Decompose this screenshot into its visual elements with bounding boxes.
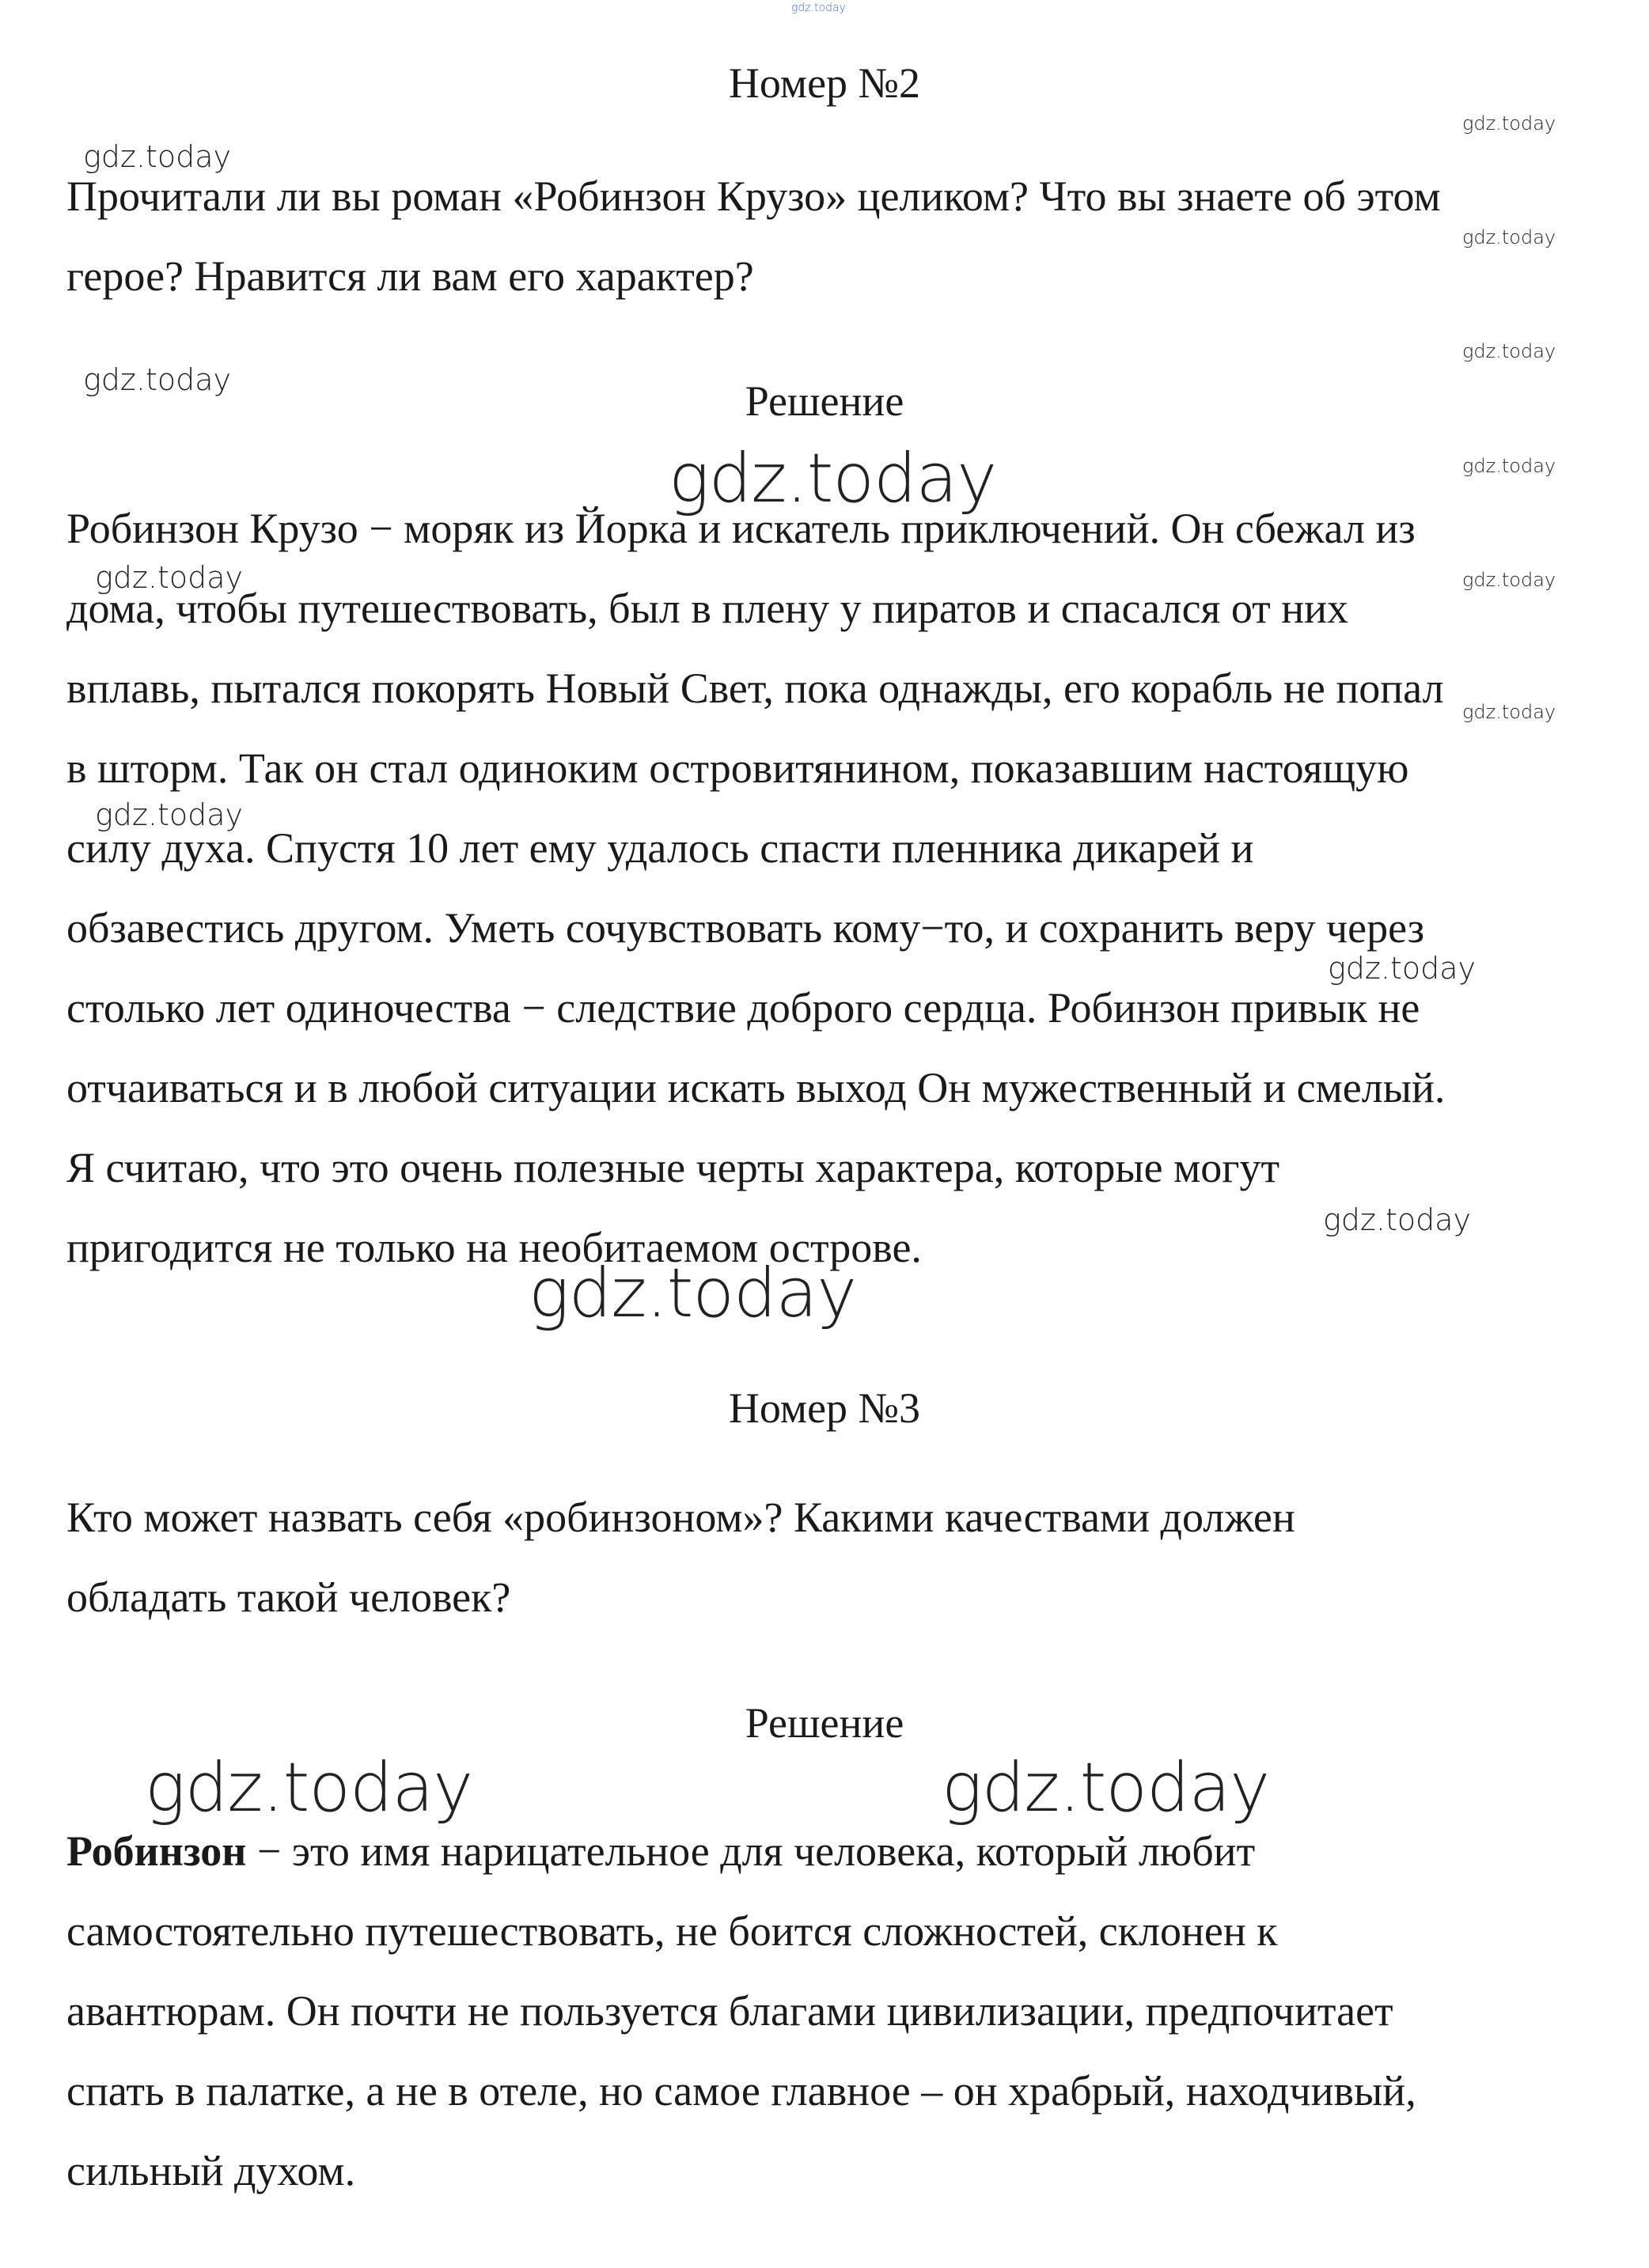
watermark: gdz.today [1462,455,1556,477]
task2-answer-line: обзавестись другом. Уметь сочувствовать кому−то, и сохранить веру через [66,904,1425,952]
task2-answer-line: Робинзон Крузо − моряк из Йорка и искатель приключений. Он сбежал из [66,505,1416,552]
watermark: gdz.today [1328,951,1476,986]
task2-answer-line: в шторм. Так он стал одиноким островитянином, показавшим настоящую [66,744,1409,792]
watermark: gdz.today [1462,226,1556,248]
watermark: gdz.today [95,797,243,832]
task3-question-line: обладать такой человек? [66,1573,511,1621]
task3-answer-line-rest: − это имя нарицательное для человека, который любит [246,1827,1256,1875]
watermark: gdz.today [791,2,846,14]
task2-question-line: Прочитали ли вы роман «Робинзон Крузо» целиком? Что вы знаете об этом [66,172,1441,220]
task3-title: Номер №3 [728,1384,921,1432]
task3-question [66,1478,1617,1638]
task2-answer-line: столько лет одиночества − следствие доброго сердца. Робинзон привык не [66,984,1420,1032]
watermark: gdz.today [145,1748,473,1827]
task2-solution-label: Решение [745,377,904,425]
task2-answer-line: силу духа. Спустя 10 лет ему удалось спасти пленника дикарей и [66,824,1254,872]
task2-answer-line: отчаиваться и в любой ситуации искать выход Он мужественный и смелый. [66,1064,1446,1111]
task3-question-line: Кто может назвать себя «робинзоном»? Какими качествами должен [66,1494,1295,1541]
watermark: gdz.today [95,560,243,595]
task3-answer-line: авантюрам. Он почти не пользуется благами цивилизации, предпочитает [66,1987,1393,2035]
watermark: gdz.today [1323,1202,1471,1237]
term-robinson: Робинзон [66,1827,247,1875]
task2-question-line: герое? Нравится ли вам его характер? [66,252,754,300]
task3-answer [66,1812,1617,2211]
watermark: gdz.today [1462,112,1556,134]
task3-answer-line: самостоятельно путешествовать, не боится сложностей, склонен к [66,1907,1278,1955]
task3-answer-line: спать в палатке, а не в отеле, но самое главное – он храбрый, находчивый, [66,2067,1416,2115]
task3-solution-label: Решение [745,1699,904,1747]
task2-answer-line: вплавь, пытался покорять Новый Свет, пока однажды, его корабль не попал [66,664,1444,712]
watermark: gdz.today [529,1254,857,1333]
watermark: gdz.today [1462,701,1556,723]
task2-answer-line: Я считаю, что это очень полезные черты характера, которые могут [66,1144,1280,1191]
watermark: gdz.today [942,1748,1270,1827]
watermark: gdz.today [1462,340,1556,362]
watermark: gdz.today [83,139,231,174]
watermark: gdz.today [1462,569,1556,591]
task2-title: Номер №2 [728,59,921,107]
task2-answer [66,489,1617,1288]
watermark: gdz.today [669,439,997,518]
task2-answer-line: дома, чтобы путешествовать, был в плену у пиратов и спасался от них [66,585,1349,632]
task2-question [66,157,1617,316]
watermark: gdz.today [83,362,231,397]
task3-answer-line: сильный духом. [66,2147,356,2194]
task2-answer-line: пригодится не только на необитаемом острове. [66,1224,922,1271]
